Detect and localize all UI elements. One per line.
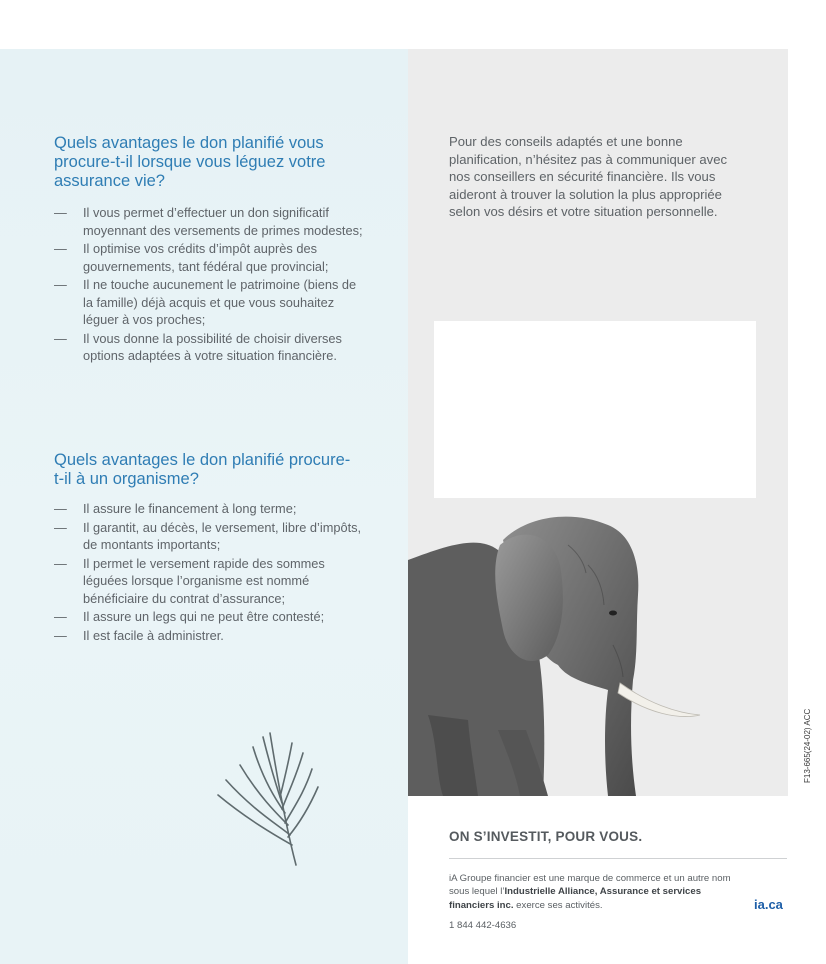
palm-leaf-illustration	[208, 725, 328, 875]
phone-number: 1 844 442-4636	[449, 920, 517, 931]
document-code: F13-665(24-02) ACC	[803, 708, 812, 783]
blank-white-box	[434, 321, 756, 498]
divider	[449, 858, 787, 859]
bullet-item	[54, 627, 364, 645]
bullet-dash: —	[54, 501, 67, 516]
bullet-text: Il ne touche aucunement le patrimoine (biens de la famille) déjà acquis et que vous souhaitez léguer à vos proches;	[83, 277, 357, 327]
bullet-text: Il garantit, au décès, le versement, libre d’impôts, de montants importants;	[83, 519, 362, 552]
bullet-dash: —	[54, 555, 67, 571]
slogan: ON S’INVESTIT, POUR VOUS.	[449, 829, 643, 844]
legal-company-name: Industrielle Alliance, Assurance et services financiers inc.	[449, 886, 702, 911]
bullet-dash: —	[54, 519, 67, 535]
bullet-text: Il est facile à administrer.	[83, 627, 224, 643]
legal-text	[449, 872, 739, 912]
bullet-item	[54, 240, 364, 275]
bullet-dash: —	[54, 609, 67, 624]
website-link[interactable]: ia.ca	[754, 897, 783, 912]
bullet-text: Il vous donne la possibilité de choisir diverses options adaptées à votre situation financière.	[83, 330, 342, 363]
bullet-text: Il permet le versement rapide des sommes léguées lorsque l’organisme est nommé bénéficiaire du contrat d’assurance;	[83, 555, 325, 606]
bullet-text: Il assure un legs qui ne peut être contesté;	[83, 609, 325, 624]
bullet-text: Il assure le financement à long terme;	[83, 501, 297, 516]
intro-paragraph: Pour des conseils adaptés et une bonne planification, n’hésitez pas à communiquer avec nos conseillers en sécurité financière. Ils vous aideront à trouver la solution la plus appropriée selon vos désirs et votre situation personnelle.	[449, 134, 728, 219]
bullet-item	[54, 500, 364, 518]
bullet-item	[54, 555, 364, 608]
bullet-item	[54, 519, 364, 554]
bullet-item	[54, 204, 364, 239]
bullet-dash: —	[54, 330, 67, 346]
section1-heading: Quels avantages le don planifié vous procure-t-il lorsque vous léguez votre assurance vie?	[54, 134, 326, 190]
section2-list	[54, 500, 364, 645]
bullet-item	[54, 330, 364, 365]
bullet-text: Il optimise vos crédits d’impôt auprès des gouvernements, tant fédéral que provincial;	[83, 241, 329, 274]
bullet-dash: —	[54, 277, 67, 292]
bullet-dash: —	[54, 241, 67, 256]
bullet-item	[54, 276, 364, 329]
legal-text-end: exerce ses activités.	[513, 899, 603, 911]
bullet-item	[54, 608, 364, 626]
bullet-dash: —	[54, 627, 67, 643]
section2-heading: Quels avantages le don planifié procure-t-il à un organisme?	[54, 451, 351, 488]
bullet-dash: —	[54, 205, 67, 220]
legal-text-start: iA Groupe financier est une marque de commerce et un autre nom sous lequel l’	[449, 873, 731, 898]
elephant-photo	[408, 505, 788, 796]
bullet-text: Il vous permet d’effectuer un don significatif moyennant des versements de primes modestes;	[83, 205, 363, 238]
section1-list	[54, 204, 364, 366]
